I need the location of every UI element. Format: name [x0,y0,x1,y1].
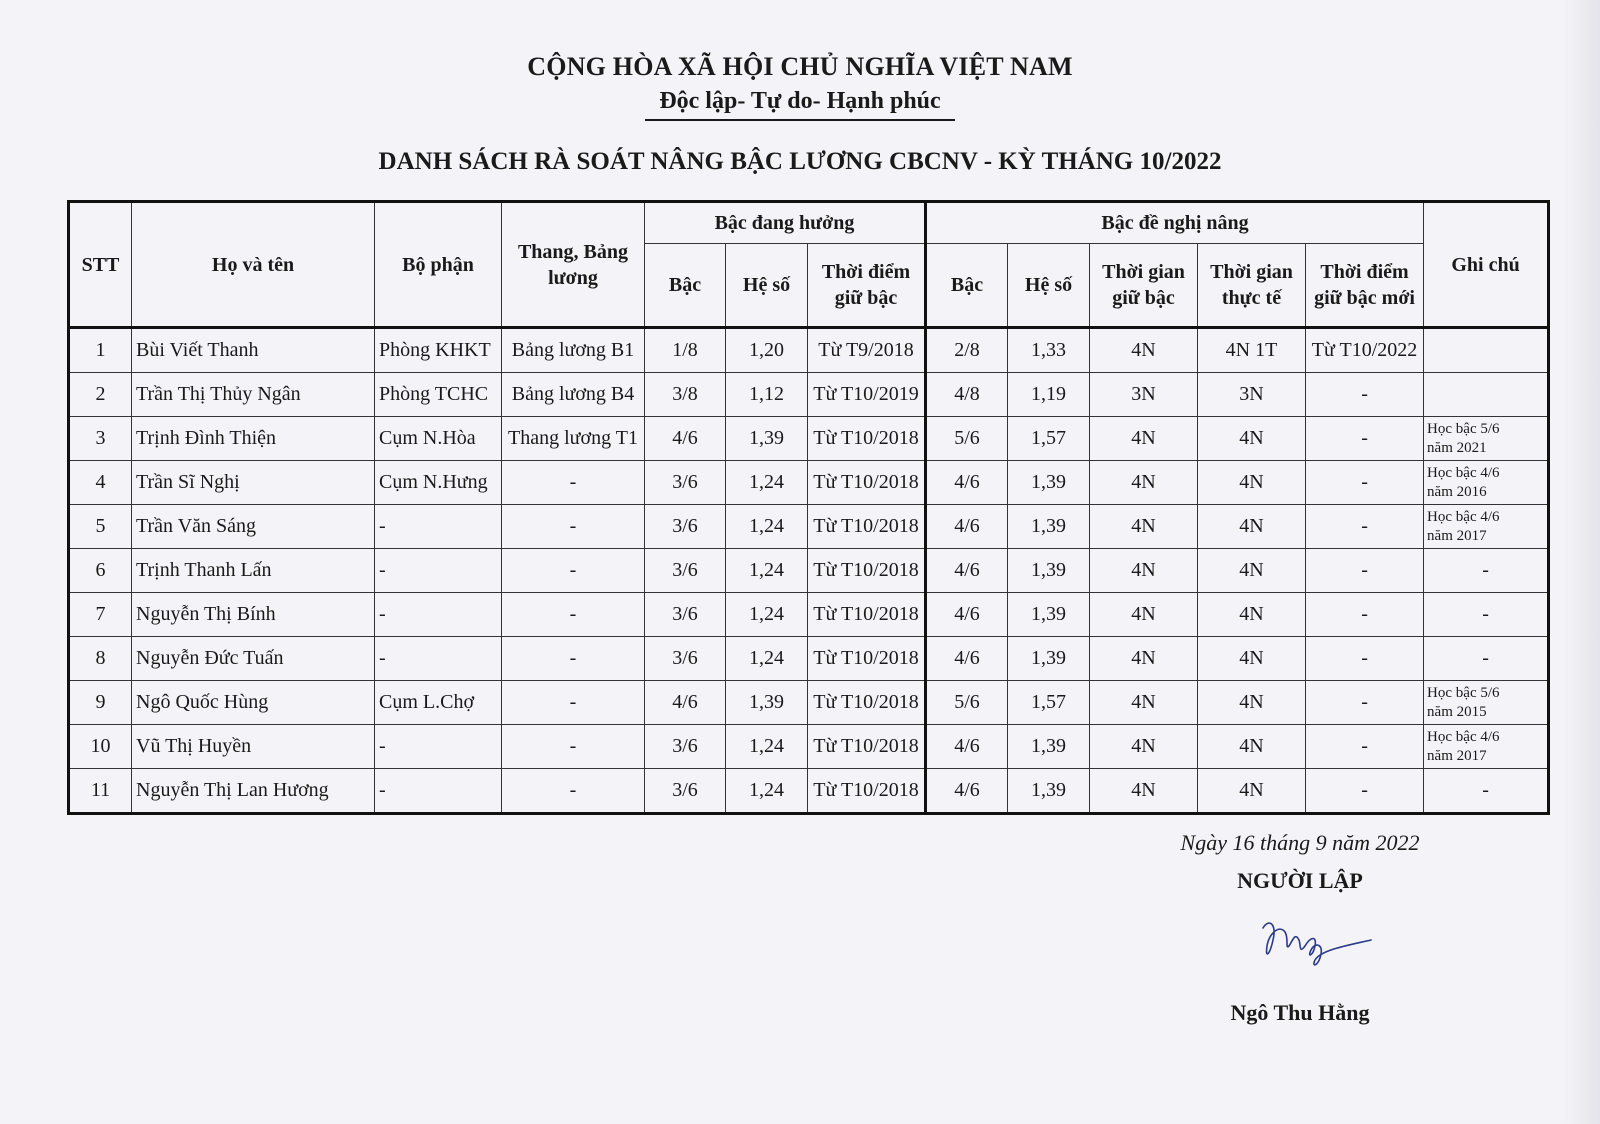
note-line-1: Học bậc 4/6 [1427,728,1500,745]
cell-proposed-grade: 5/6 [926,681,1008,725]
cell-current-grade: 3/6 [645,461,726,505]
cell-current-coef: 1,24 [726,505,808,549]
cell-time-held: 4N [1090,725,1198,769]
cell-current-since: Từ T9/2018 [808,328,926,373]
cell-new-since: - [1306,505,1424,549]
cell-current-coef: 1,24 [726,593,808,637]
cell-department: - [375,549,502,593]
cell-proposed-grade: 4/6 [926,769,1008,814]
cell-actual-time: 4N 1T [1198,328,1306,373]
cell-department: - [375,769,502,814]
cell-actual-time: 4N [1198,417,1306,461]
cell-current-since: Từ T10/2018 [808,549,926,593]
header-proposed-coef: Hệ số [1008,244,1090,328]
cell-stt: 2 [69,373,132,417]
cell-current-since: Từ T10/2018 [808,769,926,814]
cell-scale: - [502,769,645,814]
cell-name: Vũ Thị Huyền [132,725,375,769]
cell-note [1424,328,1549,373]
table-row [69,505,1549,549]
cell-stt: 6 [69,549,132,593]
signer-name: Ngô Thu Hằng [1230,1000,1370,1025]
cell-current-grade: 3/6 [645,769,726,814]
cell-current-coef: 1,24 [726,725,808,769]
cell-actual-time: 4N [1198,637,1306,681]
cell-proposed-grade: 4/8 [926,373,1008,417]
table-row [69,593,1549,637]
table-row [69,328,1549,373]
cell-proposed-coef: 1,33 [1008,328,1090,373]
header-current-group: Bậc đang hưởng [645,202,926,244]
cell-name: Bùi Viết Thanh [132,328,375,373]
cell-scale: - [502,505,645,549]
cell-time-held: 4N [1090,505,1198,549]
cell-note [1424,417,1549,461]
date-line: Ngày 16 tháng 9 năm 2022 [1180,830,1420,855]
cell-scale: Bảng lương B1 [502,328,645,373]
header-stt: STT [69,202,132,328]
cell-time-held: 4N [1090,769,1198,814]
cell-name: Trần Sĩ Nghị [132,461,375,505]
country-heading: CỘNG HÒA XÃ HỘI CHỦ NGHĨA VIỆT NAM [527,52,1073,81]
cell-current-grade: 3/6 [645,593,726,637]
cell-department: Phòng TCHC [375,373,502,417]
cell-current-since: Từ T10/2018 [808,681,926,725]
cell-stt: 4 [69,461,132,505]
cell-time-held: 4N [1090,461,1198,505]
cell-department: - [375,725,502,769]
cell-note: - [1424,637,1549,681]
cell-proposed-coef: 1,39 [1008,593,1090,637]
cell-new-since: - [1306,417,1424,461]
cell-current-grade: 3/6 [645,549,726,593]
motto-wrap [0,88,1600,121]
cell-department: Cụm N.Hưng [375,461,502,505]
cell-proposed-grade: 2/8 [926,328,1008,373]
cell-scale: - [502,461,645,505]
cell-time-held: 4N [1090,549,1198,593]
cell-scale: Thang lương T1 [502,417,645,461]
header-scale: Thang, Bảng lương [502,202,645,328]
cell-current-coef: 1,24 [726,549,808,593]
cell-new-since: - [1306,593,1424,637]
header-new-since: Thời điểm giữ bậc mới [1306,244,1424,328]
cell-note [1424,461,1549,505]
cell-department: - [375,593,502,637]
header-proposed-group: Bậc đề nghị nâng [926,202,1424,244]
cell-time-held: 4N [1090,681,1198,725]
cell-proposed-coef: 1,39 [1008,769,1090,814]
table-row [69,373,1549,417]
cell-actual-time: 3N [1198,373,1306,417]
table-row [69,681,1549,725]
cell-current-coef: 1,24 [726,637,808,681]
cell-current-grade: 3/8 [645,373,726,417]
cell-current-since: Từ T10/2018 [808,417,926,461]
table-row [69,637,1549,681]
note-line-2: năm 2016 [1427,483,1487,500]
note-line-2: năm 2021 [1427,439,1487,456]
cell-proposed-coef: 1,39 [1008,637,1090,681]
cell-proposed-coef: 1,19 [1008,373,1090,417]
cell-note [1424,505,1549,549]
table-row [69,417,1549,461]
cell-actual-time: 4N [1198,549,1306,593]
cell-current-since: Từ T10/2018 [808,725,926,769]
header-name: Họ và tên [132,202,375,328]
table-row [69,725,1549,769]
cell-department: Phòng KHKT [375,328,502,373]
note-line-2: năm 2015 [1427,703,1487,720]
cell-note: - [1424,593,1549,637]
cell-stt: 3 [69,417,132,461]
cell-stt: 1 [69,328,132,373]
header-actual-time: Thời gian thực tế [1198,244,1306,328]
note-line-2: năm 2017 [1427,527,1487,544]
cell-proposed-coef: 1,39 [1008,505,1090,549]
table-row [69,461,1549,505]
cell-current-coef: 1,39 [726,417,808,461]
cell-proposed-grade: 5/6 [926,417,1008,461]
cell-proposed-grade: 4/6 [926,505,1008,549]
cell-actual-time: 4N [1198,593,1306,637]
cell-name: Nguyễn Thị Bính [132,593,375,637]
cell-department: - [375,637,502,681]
cell-note: - [1424,549,1549,593]
cell-stt: 9 [69,681,132,725]
cell-name: Ngô Quốc Hùng [132,681,375,725]
cell-proposed-coef: 1,39 [1008,549,1090,593]
cell-new-since: - [1306,549,1424,593]
table-body [69,328,1549,814]
cell-time-held: 3N [1090,373,1198,417]
cell-time-held: 4N [1090,637,1198,681]
cell-actual-time: 4N [1198,769,1306,814]
cell-current-coef: 1,20 [726,328,808,373]
cell-name: Trần Văn Sáng [132,505,375,549]
header-current-grade: Bậc [645,244,726,328]
cell-scale: - [502,637,645,681]
cell-proposed-coef: 1,39 [1008,461,1090,505]
note-line-1: Học bậc 5/6 [1427,684,1500,701]
cell-scale: Bảng lương B4 [502,373,645,417]
note-line-1: Học bậc 5/6 [1427,420,1500,437]
cell-name: Trần Thị Thủy Ngân [132,373,375,417]
cell-current-since: Từ T10/2019 [808,373,926,417]
salary-table [67,200,1550,815]
signature-image [1255,910,1375,980]
cell-new-since: - [1306,461,1424,505]
cell-current-coef: 1,39 [726,681,808,725]
cell-actual-time: 4N [1198,461,1306,505]
note-line-1: Học bậc 4/6 [1427,508,1500,525]
cell-name: Trịnh Đình Thiện [132,417,375,461]
cell-new-since: - [1306,637,1424,681]
cell-current-since: Từ T10/2018 [808,637,926,681]
document-title: DANH SÁCH RÀ SOÁT NÂNG BẬC LƯƠNG CBCNV - KỲ THÁNG 10/2022 [378,148,1222,175]
cell-new-since: - [1306,681,1424,725]
cell-new-since: Từ T10/2022 [1306,328,1424,373]
cell-stt: 7 [69,593,132,637]
header-note: Ghi chú [1424,202,1549,328]
cell-name: Nguyễn Thị Lan Hương [132,769,375,814]
cell-current-coef: 1,12 [726,373,808,417]
header-current-coef: Hệ số [726,244,808,328]
cell-time-held: 4N [1090,328,1198,373]
cell-current-since: Từ T10/2018 [808,461,926,505]
cell-actual-time: 4N [1198,681,1306,725]
cell-proposed-coef: 1,39 [1008,725,1090,769]
note-line-2: năm 2017 [1427,747,1487,764]
cell-scale: - [502,593,645,637]
cell-proposed-grade: 4/6 [926,637,1008,681]
cell-current-grade: 3/6 [645,505,726,549]
cell-current-grade: 4/6 [645,681,726,725]
signer-title: NGƯỜI LẬP [1237,868,1363,893]
cell-time-held: 4N [1090,593,1198,637]
cell-time-held: 4N [1090,417,1198,461]
cell-note [1424,725,1549,769]
cell-current-grade: 3/6 [645,725,726,769]
cell-scale: - [502,725,645,769]
cell-name: Nguyễn Đức Tuấn [132,637,375,681]
cell-stt: 10 [69,725,132,769]
header-department: Bộ phận [375,202,502,328]
cell-proposed-grade: 4/6 [926,725,1008,769]
motto-heading: Độc lập- Tự do- Hạnh phúc [645,88,954,121]
cell-proposed-coef: 1,57 [1008,681,1090,725]
cell-scale: - [502,549,645,593]
header-proposed-grade: Bậc [926,244,1008,328]
cell-new-since: - [1306,769,1424,814]
note-line-1: Học bậc 4/6 [1427,464,1500,481]
cell-current-grade: 1/8 [645,328,726,373]
header-time-held: Thời gian giữ bậc [1090,244,1198,328]
cell-proposed-grade: 4/6 [926,461,1008,505]
cell-current-since: Từ T10/2018 [808,593,926,637]
cell-proposed-grade: 4/6 [926,549,1008,593]
cell-new-since: - [1306,725,1424,769]
cell-department: Cụm N.Hòa [375,417,502,461]
cell-stt: 5 [69,505,132,549]
cell-note [1424,681,1549,725]
table-row [69,769,1549,814]
cell-current-grade: 3/6 [645,637,726,681]
cell-current-grade: 4/6 [645,417,726,461]
cell-department: - [375,505,502,549]
cell-proposed-grade: 4/6 [926,593,1008,637]
cell-department: Cụm L.Chợ [375,681,502,725]
cell-name: Trịnh Thanh Lấn [132,549,375,593]
cell-proposed-coef: 1,57 [1008,417,1090,461]
cell-new-since: - [1306,373,1424,417]
cell-note [1424,373,1549,417]
table-header-row-1 [69,202,1549,244]
cell-actual-time: 4N [1198,725,1306,769]
cell-note: - [1424,769,1549,814]
cell-stt: 11 [69,769,132,814]
cell-actual-time: 4N [1198,505,1306,549]
cell-current-since: Từ T10/2018 [808,505,926,549]
table-row [69,549,1549,593]
cell-current-coef: 1,24 [726,769,808,814]
header-current-since: Thời điểm giữ bậc [808,244,926,328]
cell-scale: - [502,681,645,725]
cell-current-coef: 1,24 [726,461,808,505]
cell-stt: 8 [69,637,132,681]
